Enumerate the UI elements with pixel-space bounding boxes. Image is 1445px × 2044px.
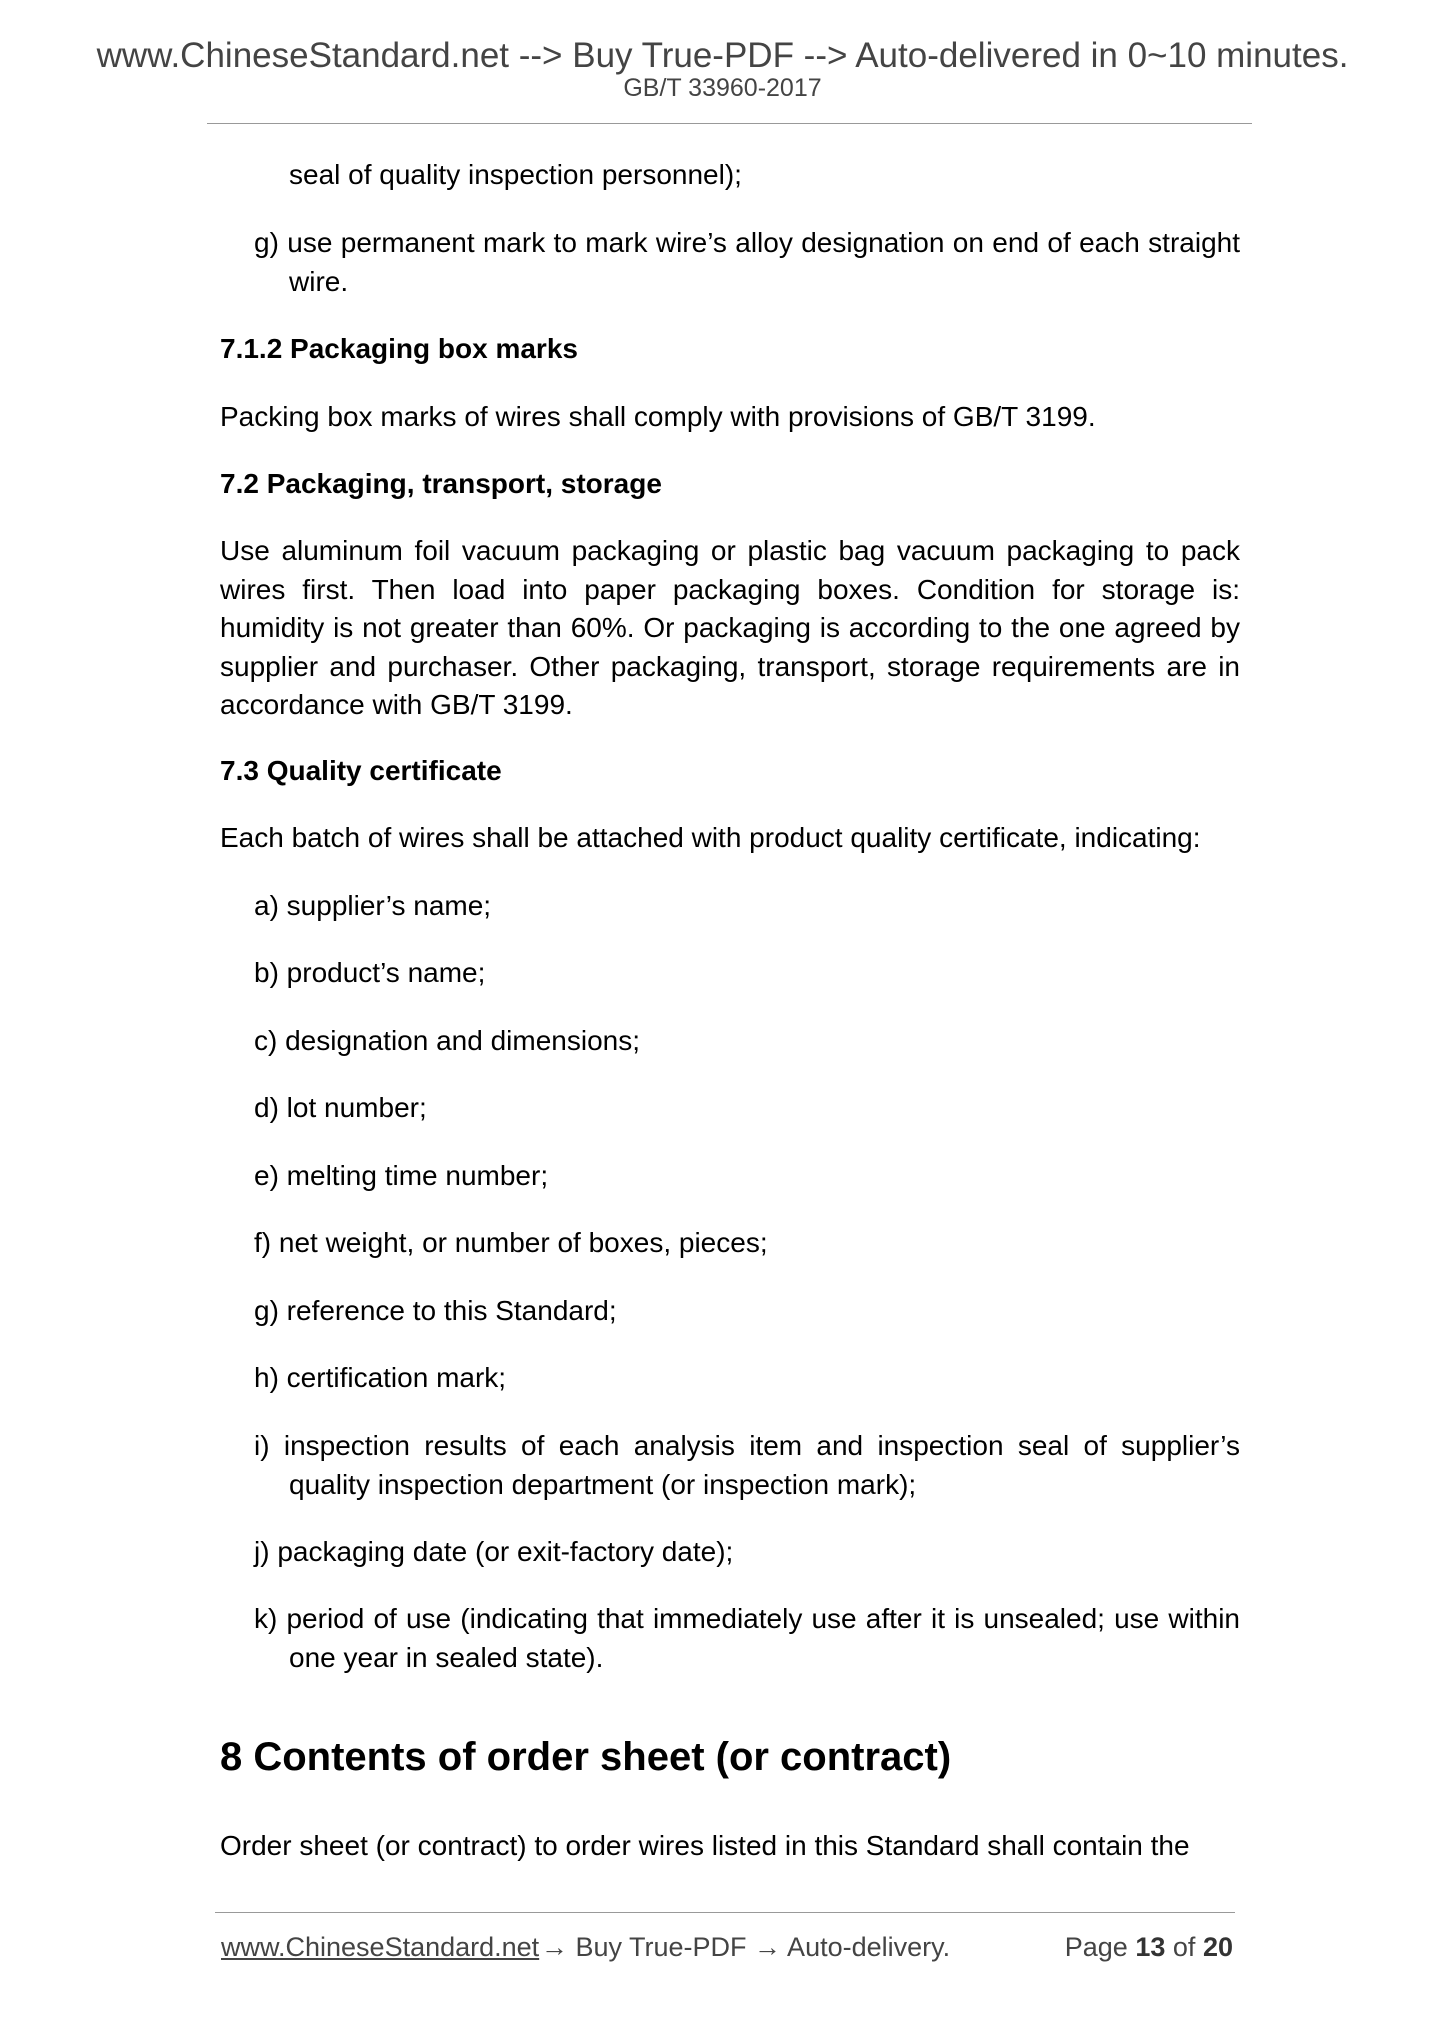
list-item-text: i) inspection results of each analysis item and inspection seal of supplier’s quality inspection department (or inspection mark); xyxy=(254,1430,1240,1500)
list-item xyxy=(254,1157,1240,1196)
list-item xyxy=(254,1089,1240,1128)
list-item xyxy=(254,1359,1240,1398)
list-item xyxy=(254,1533,1240,1572)
list-item xyxy=(254,954,1240,993)
footer-divider xyxy=(215,1912,1235,1913)
list-item-text: c) designation and dimensions; xyxy=(254,1025,641,1056)
list-item xyxy=(254,224,1240,301)
list-item-text: h) certification mark; xyxy=(254,1362,507,1393)
list-item-text: g) reference to this Standard; xyxy=(254,1295,617,1326)
list-item-text: e) melting time number; xyxy=(254,1160,549,1191)
document-id: GB/T 33960-2017 xyxy=(623,74,822,102)
section-heading-8: 8 Contents of order sheet (or contract) xyxy=(220,1735,952,1779)
list-item xyxy=(254,1427,1240,1504)
page-label: Page xyxy=(1064,1932,1128,1962)
top-banner: www.ChineseStandard.net --> Buy True-PDF --> Auto-delivered in 0~10 minutes. xyxy=(96,36,1349,75)
footer-site-link[interactable]: www.ChineseStandard.net xyxy=(221,1932,540,1962)
list-item-text: g) use permanent mark to mark wire’s alloy designation on end of each straight wire. xyxy=(254,227,1240,297)
paragraph: Use aluminum foil vacuum packaging or plastic bag vacuum packaging to pack wires first. Then load into paper packaging boxes. Condition for storage is: humidity is not greater than 60%. Or packaging is according to the one agreed by supplier and purchaser. Other packaging, transport, storage requirements are in accordance with GB/T 3199. xyxy=(220,535,1240,720)
list-item xyxy=(254,1292,1240,1331)
list-item xyxy=(254,887,1240,926)
section-heading-7-3: 7.3 Quality certificate xyxy=(220,755,502,786)
list-item xyxy=(254,1022,1240,1061)
list-item-text: d) lot number; xyxy=(254,1092,427,1123)
page-total: 20 xyxy=(1202,1932,1233,1962)
paragraph: Order sheet (or contract) to order wires listed in this Standard shall contain the xyxy=(220,1830,1190,1861)
footer-promo-text: → Buy True-PDF → Auto-delivery. xyxy=(541,1932,951,1962)
paragraph: Packing box marks of wires shall comply with provisions of GB/T 3199. xyxy=(220,401,1096,432)
page-indicator xyxy=(1065,1934,1233,1961)
list-item-text: f) net weight, or number of boxes, pieces; xyxy=(254,1227,768,1258)
header-divider xyxy=(207,123,1252,124)
page-of-label: of xyxy=(1172,1932,1196,1962)
list-item-text: b) product’s name; xyxy=(254,957,486,988)
list-item-text: k) period of use (indicating that immediately use after it is unsealed; use within one year in sealed state). xyxy=(254,1603,1240,1673)
section-heading-7-2: 7.2 Packaging, transport, storage xyxy=(220,468,662,499)
list-item-text: j) packaging date (or exit-factory date); xyxy=(254,1536,734,1567)
continued-item-text: seal of quality inspection personnel); xyxy=(289,159,742,190)
page-number: 13 xyxy=(1135,1932,1166,1962)
list-item xyxy=(254,1224,1240,1263)
list-item-text: a) supplier’s name; xyxy=(254,890,492,921)
section-heading-7-1-2: 7.1.2 Packaging box marks xyxy=(220,333,578,364)
list-item xyxy=(254,1600,1240,1677)
paragraph: Each batch of wires shall be attached with product quality certificate, indicating: xyxy=(220,822,1201,853)
